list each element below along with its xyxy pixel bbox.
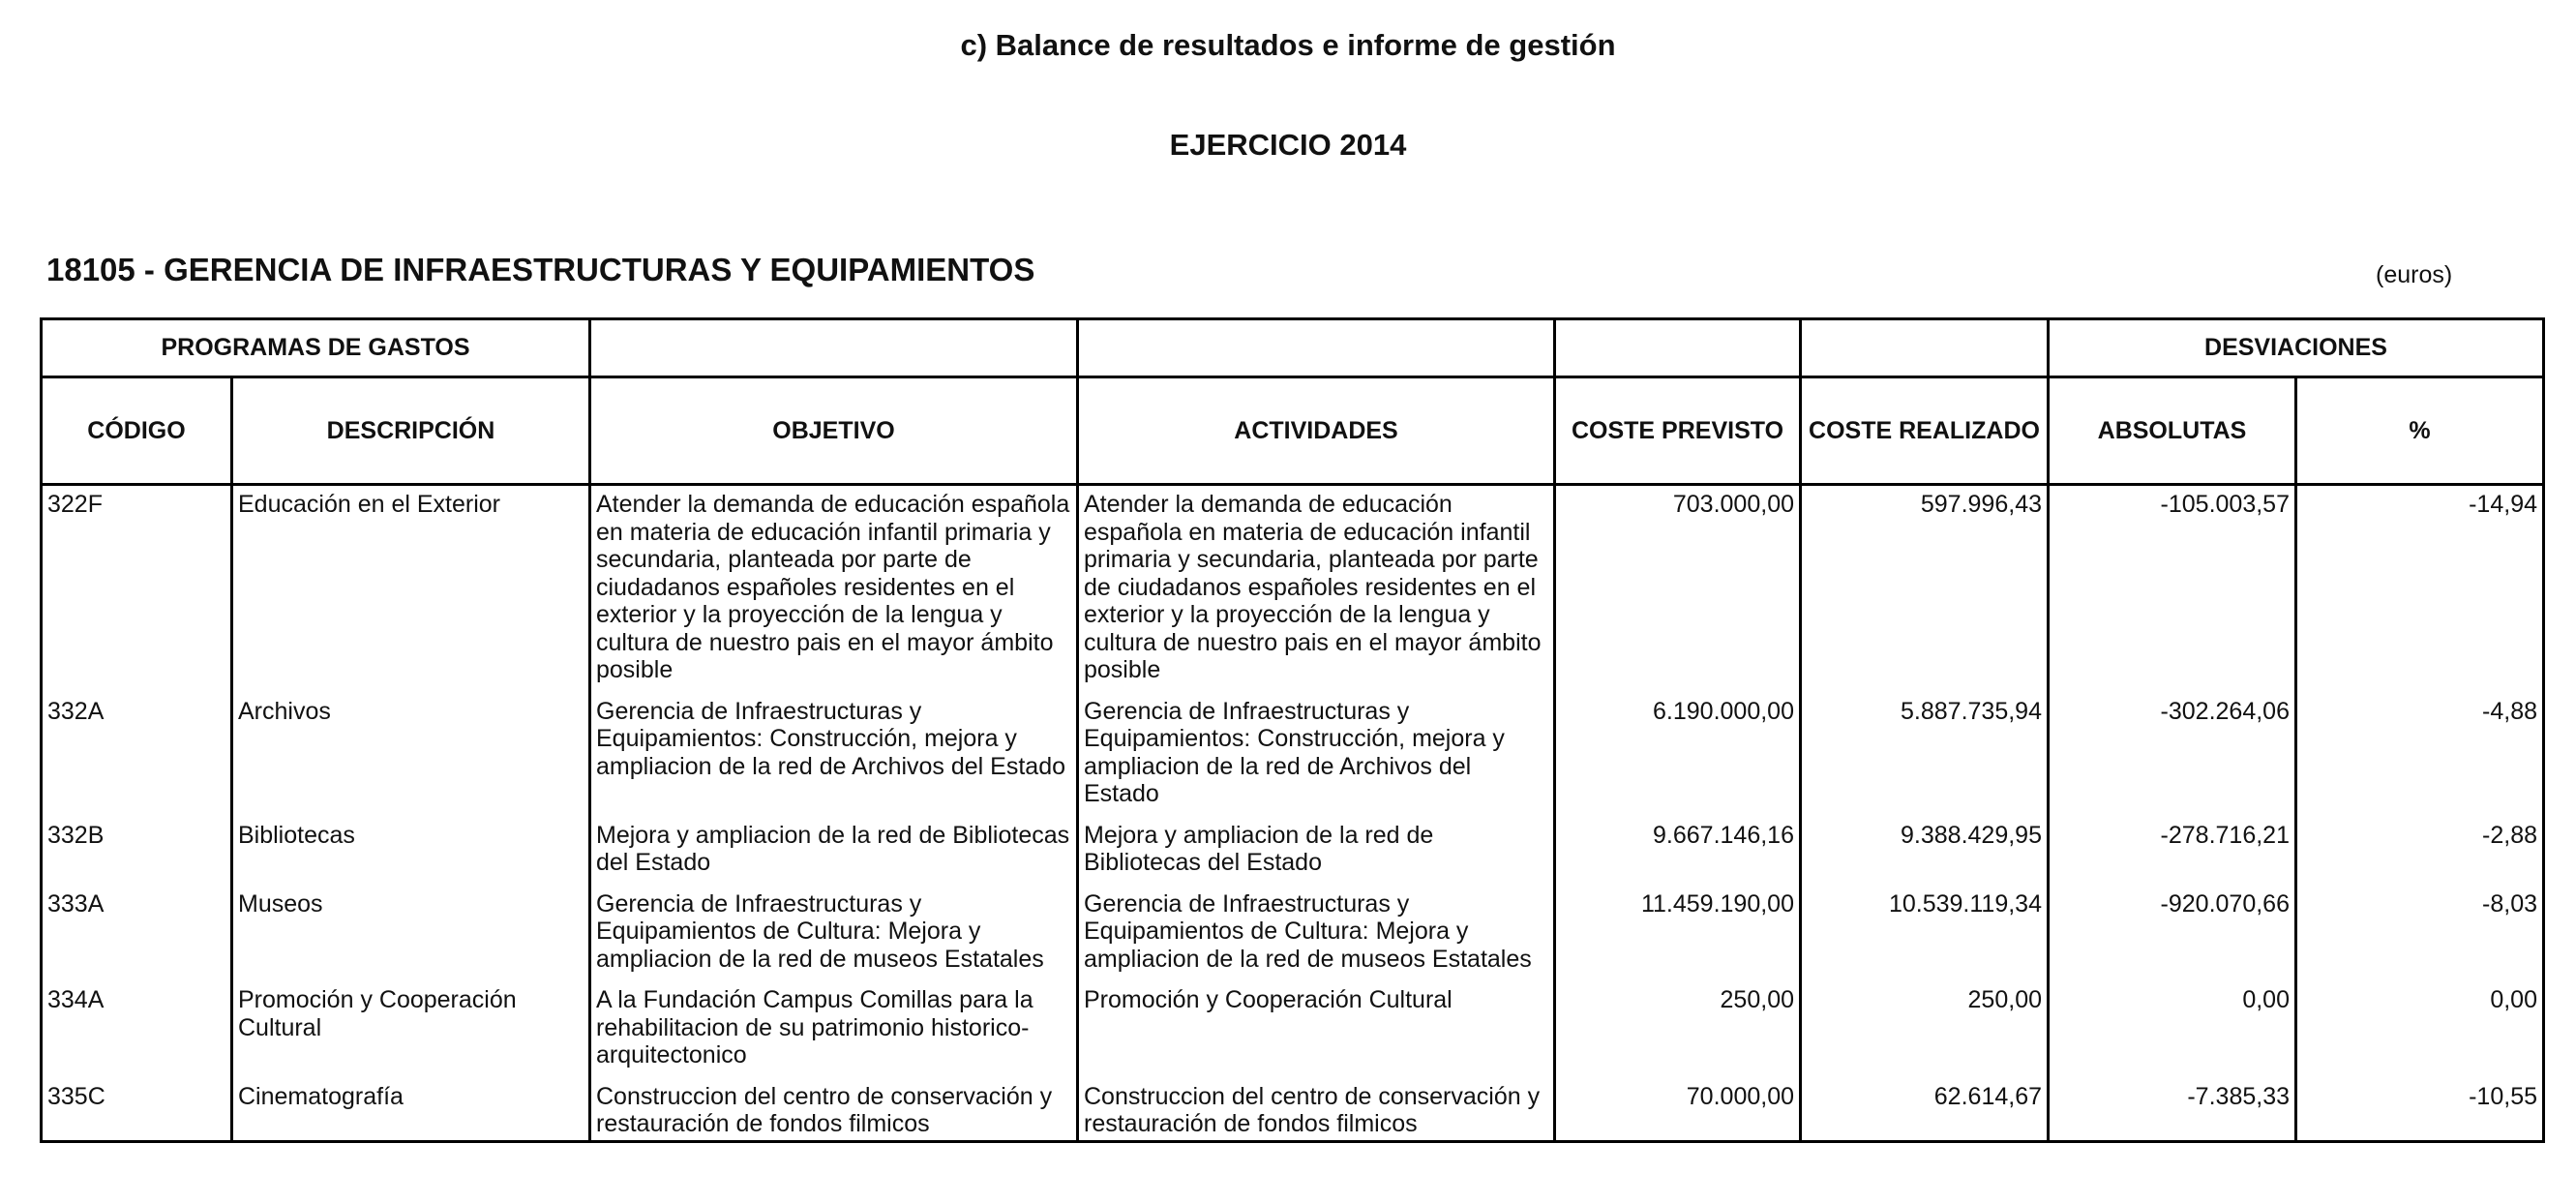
cell-coste-realizado: 597.996,43 bbox=[1801, 485, 2049, 693]
table-row bbox=[42, 886, 2544, 982]
cell-codigo: 335C bbox=[42, 1078, 232, 1142]
cell-porcentaje: 0,00 bbox=[2296, 981, 2544, 1078]
cell-descripcion: Archivos bbox=[232, 693, 590, 817]
cell-actividades: Mejora y ampliacion de la red de Bibliotecas del Estado bbox=[1078, 817, 1555, 886]
cell-codigo: 332A bbox=[42, 693, 232, 817]
cell-porcentaje: -4,88 bbox=[2296, 693, 2544, 817]
table-row bbox=[42, 693, 2544, 817]
cell-descripcion: Cinematografía bbox=[232, 1078, 590, 1142]
cell-absolutas: 0,00 bbox=[2049, 981, 2296, 1078]
cell-porcentaje: -14,94 bbox=[2296, 485, 2544, 693]
group-header-blank-objetivo bbox=[590, 319, 1078, 377]
cell-coste-previsto: 6.190.000,00 bbox=[1555, 693, 1801, 817]
cell-coste-previsto: 250,00 bbox=[1555, 981, 1801, 1078]
entity-heading: 18105 - GERENCIA DE INFRAESTRUCTURAS Y EQUIPAMIENTOS bbox=[46, 252, 1035, 287]
cell-codigo: 322F bbox=[42, 485, 232, 693]
cell-codigo: 332B bbox=[42, 817, 232, 886]
column-header-actividades: ACTIVIDADES bbox=[1078, 377, 1555, 485]
cell-objetivo: Mejora y ampliacion de la red de Bibliotecas del Estado bbox=[590, 817, 1078, 886]
column-header-row bbox=[42, 377, 2544, 485]
column-header-coste-realizado: COSTE REALIZADO bbox=[1801, 377, 2049, 485]
cell-actividades: Construccion del centro de conservación y restauración de fondos filmicos bbox=[1078, 1078, 1555, 1142]
column-header-descripcion: DESCRIPCIÓN bbox=[232, 377, 590, 485]
results-table bbox=[40, 317, 2545, 1143]
cell-actividades: Gerencia de Infraestructuras y Equipamientos de Cultura: Mejora y ampliacion de la red de museos Estatales bbox=[1078, 886, 1555, 982]
cell-coste-realizado: 62.614,67 bbox=[1801, 1078, 2049, 1142]
cell-objetivo: Atender la demanda de educación española en materia de educación infantil primaria y secundaria, planteada por parte de ciudadanos españoles residentes en el exterior y la proyección de la lengua y cultura de nuestro pais en el mayor ámbito posible bbox=[590, 485, 1078, 693]
table-row bbox=[42, 817, 2544, 886]
cell-actividades: Gerencia de Infraestructuras y Equipamientos: Construcción, mejora y ampliacion de la red de Archivos del Estado bbox=[1078, 693, 1555, 817]
cell-actividades: Promoción y Cooperación Cultural bbox=[1078, 981, 1555, 1078]
cell-absolutas: -278.716,21 bbox=[2049, 817, 2296, 886]
table-row bbox=[42, 981, 2544, 1078]
cell-actividades: Atender la demanda de educación española en materia de educación infantil primaria y secundaria, planteada por parte de ciudadanos españoles residentes en el exterior y la proyección de la lengua y cultura de nuestro pais en el mayor ámbito posible bbox=[1078, 485, 1555, 693]
currency-unit-label: (euros) bbox=[2376, 261, 2453, 288]
cell-porcentaje: -8,03 bbox=[2296, 886, 2544, 982]
column-header-objetivo: OBJETIVO bbox=[590, 377, 1078, 485]
cell-absolutas: -7.385,33 bbox=[2049, 1078, 2296, 1142]
document-title: c) Balance de resultados e informe de gestión bbox=[960, 28, 1616, 62]
cell-descripcion: Bibliotecas bbox=[232, 817, 590, 886]
cell-descripcion: Museos bbox=[232, 886, 590, 982]
cell-coste-previsto: 703.000,00 bbox=[1555, 485, 1801, 693]
cell-objetivo: Gerencia de Infraestructuras y Equipamientos: Construcción, mejora y ampliacion de la red de Archivos del Estado bbox=[590, 693, 1078, 817]
cell-objetivo: A la Fundación Campus Comillas para la rehabilitacion de su patrimonio historico-arquitectonico bbox=[590, 981, 1078, 1078]
group-header-row bbox=[42, 319, 2544, 377]
column-header-codigo: CÓDIGO bbox=[42, 377, 232, 485]
cell-absolutas: -105.003,57 bbox=[2049, 485, 2296, 693]
cell-objetivo: Gerencia de Infraestructuras y Equipamientos de Cultura: Mejora y ampliacion de la red de museos Estatales bbox=[590, 886, 1078, 982]
group-header-blank-realizado bbox=[1801, 319, 2049, 377]
cell-descripcion: Promoción y Cooperación Cultural bbox=[232, 981, 590, 1078]
table-row bbox=[42, 485, 2544, 693]
cell-coste-previsto: 11.459.190,00 bbox=[1555, 886, 1801, 982]
cell-coste-realizado: 9.388.429,95 bbox=[1801, 817, 2049, 886]
group-header-blank-previsto bbox=[1555, 319, 1801, 377]
column-header-coste-previsto: COSTE PREVISTO bbox=[1555, 377, 1801, 485]
cell-coste-previsto: 70.000,00 bbox=[1555, 1078, 1801, 1142]
cell-codigo: 333A bbox=[42, 886, 232, 982]
cell-coste-realizado: 250,00 bbox=[1801, 981, 2049, 1078]
cell-coste-realizado: 10.539.119,34 bbox=[1801, 886, 2049, 982]
cell-coste-realizado: 5.887.735,94 bbox=[1801, 693, 2049, 817]
table-row bbox=[42, 1078, 2544, 1142]
cell-absolutas: -302.264,06 bbox=[2049, 693, 2296, 817]
cell-porcentaje: -10,55 bbox=[2296, 1078, 2544, 1142]
cell-objetivo: Construccion del centro de conservación y restauración de fondos filmicos bbox=[590, 1078, 1078, 1142]
group-header-programas: PROGRAMAS DE GASTOS bbox=[42, 319, 590, 377]
cell-porcentaje: -2,88 bbox=[2296, 817, 2544, 886]
column-header-absolutas: ABSOLUTAS bbox=[2049, 377, 2296, 485]
cell-absolutas: -920.070,66 bbox=[2049, 886, 2296, 982]
group-header-blank-actividades bbox=[1078, 319, 1555, 377]
cell-coste-previsto: 9.667.146,16 bbox=[1555, 817, 1801, 886]
fiscal-year-heading: EJERCICIO 2014 bbox=[1169, 128, 1407, 162]
cell-codigo: 334A bbox=[42, 981, 232, 1078]
column-header-porcentaje: % bbox=[2296, 377, 2544, 485]
cell-descripcion: Educación en el Exterior bbox=[232, 485, 590, 693]
group-header-desviaciones: DESVIACIONES bbox=[2049, 319, 2544, 377]
